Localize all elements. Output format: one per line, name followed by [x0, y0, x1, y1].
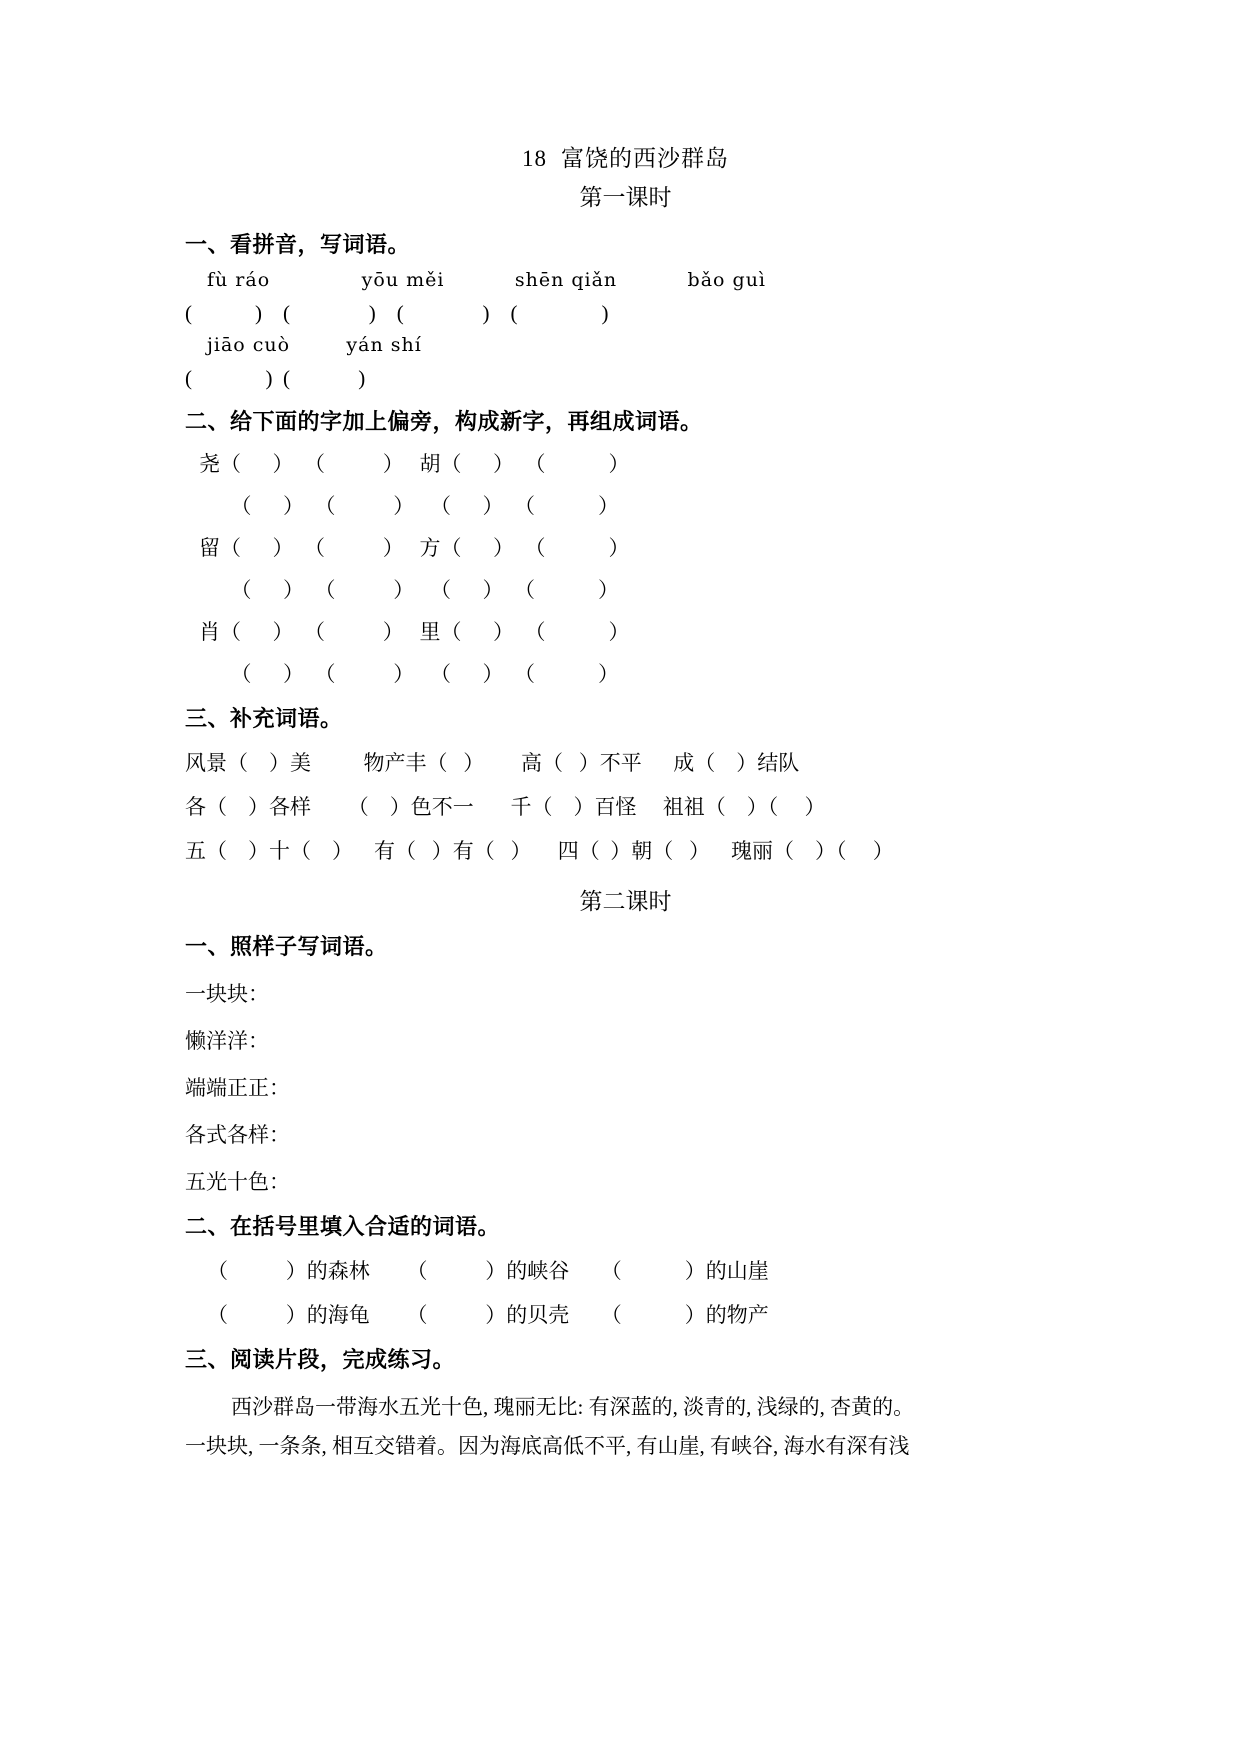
radical-row[interactable]: （ ） （ ） （ ） （ ） [199, 578, 619, 602]
answer-bracket-row-1[interactable]: ( ) ( ) ( ) ( ) [185, 301, 609, 325]
reading-passage [185, 1388, 1066, 1466]
page-title [185, 140, 1066, 173]
idiom-fill-row[interactable]: 各（ ）各样 （ ）色不一 千（ ）百怪 祖祖（ ）（ ） [185, 795, 826, 819]
idiom-fill-row[interactable]: 风景（ ）美 物产丰（ ） 高（ ）不平 成（ ）结队 [185, 751, 800, 775]
radical-row[interactable]: （ ） （ ） （ ） （ ） [199, 494, 619, 518]
lesson2-section2-heading: 二、在括号里填入合适的词语。 [185, 1214, 501, 1239]
lesson1-section2-heading: 二、给下面的字加上偏旁，构成新字，再组成词语。 [185, 409, 703, 434]
radical-row[interactable]: 肖（ ） （ ） 里（ ） （ ） [199, 620, 630, 644]
lesson-one-label: 第一课时 [579, 185, 672, 210]
word-sample-item[interactable]: 懒洋洋： [185, 1029, 269, 1053]
answer-bracket-row-2[interactable]: ( ) ( ) [185, 366, 366, 390]
passage-line-2: 一块块, 一条条, 相互交错着。因为海底高低不平, 有山崖, 有峡谷, 海水有深有浅 [185, 1433, 910, 1458]
lesson1-section1-heading: 一、看拼音，写词语。 [185, 232, 411, 257]
modifier-fill-row[interactable]: （ ）的海龟 （ ）的贝壳 （ ）的物产 [207, 1303, 769, 1327]
word-sample-item[interactable]: 一块块： [185, 982, 269, 1006]
lesson1-section3-heading: 三、补充词语。 [185, 706, 343, 731]
idiom-fill-row[interactable]: 五（ ）十（ ） 有（ ）有（ ） 四（ ）朝（ ） 瑰丽（ ）（ ） [185, 839, 894, 863]
title-text: 富饶的西沙群岛 [561, 146, 729, 171]
radical-row[interactable]: 留（ ） （ ） 方（ ） （ ） [199, 536, 630, 560]
lesson-two-label: 第二课时 [579, 889, 672, 914]
radical-row[interactable]: （ ） （ ） （ ） （ ） [199, 662, 619, 686]
pinyin-row-1: fù ráo yōu měi shēn qiǎn bǎo guì [207, 269, 767, 291]
lesson2-section3-heading: 三、阅读片段，完成练习。 [185, 1347, 456, 1372]
radical-row[interactable]: 尧（ ） （ ） 胡（ ） （ ） [199, 452, 630, 476]
word-sample-item[interactable]: 端端正正： [185, 1076, 290, 1100]
passage-line-1: 西沙群岛一带海水五光十色, 瑰丽无比: 有深蓝的, 淡青的, 浅绿的, 杏黄的。 [231, 1395, 915, 1419]
lesson2-section1-heading: 一、照样子写词语。 [185, 934, 388, 959]
title-number: 18 [522, 146, 547, 171]
word-sample-item[interactable]: 各式各样： [185, 1123, 290, 1147]
modifier-fill-row[interactable]: （ ）的森林 （ ）的峡谷 （ ）的山崖 [207, 1259, 769, 1283]
word-sample-item[interactable]: 五光十色： [185, 1170, 290, 1194]
pinyin-row-2: jiāo cuò yán shí [207, 334, 422, 356]
